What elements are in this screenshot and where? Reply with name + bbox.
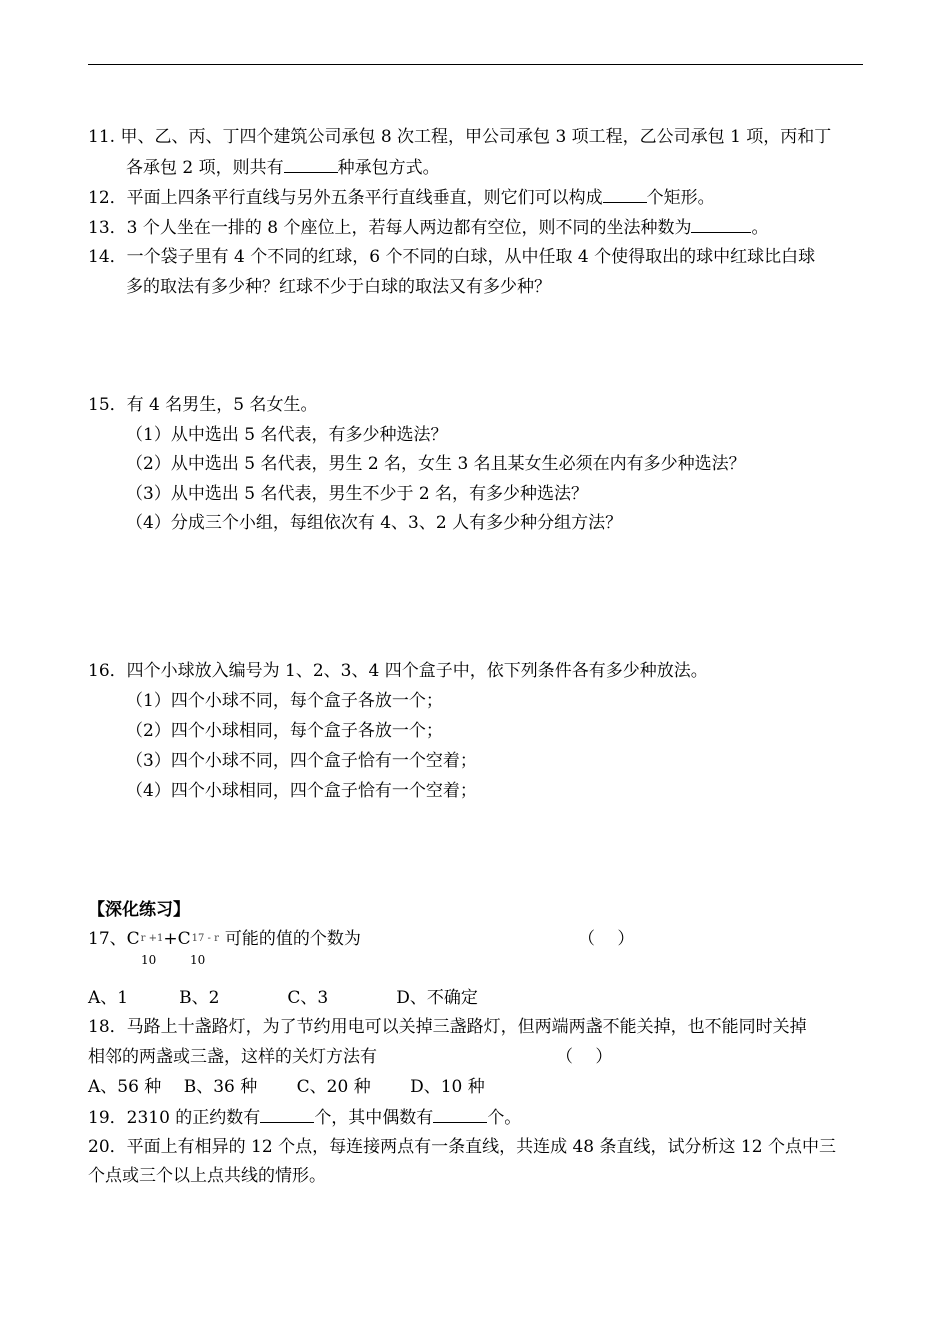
q20-line1: 20．平面上有相异的 12 个点，每连接两点有一条直线，共连成 48 条直线，试分析这 12 个点中三 <box>88 1137 836 1157</box>
q11-line2-pre: 各承包 2 项，则共有 <box>126 158 284 178</box>
q17-bracket: （ ） <box>578 929 635 949</box>
q12-line <box>88 186 715 209</box>
q17-line <box>88 928 361 953</box>
q11-line1: 11. 甲、乙、丙、丁四个建筑公司承包 8 次工程，甲公司承包 3 项工程，乙公司承包 1 项，丙和丁 <box>88 127 832 147</box>
q17-sub2: 10 <box>190 953 206 967</box>
q13-pre: 13．3 个人坐在一排的 8 个座位上，若每人两边都有空位，则不同的坐法种数为 <box>88 218 692 238</box>
q15-part-2: （2）从中选出 5 名代表，男生 2 名，女生 3 名且某女生必须在内有多少种选法？ <box>126 454 746 474</box>
q17-sup2: 17 - r <box>191 933 219 944</box>
q11-answer-blank[interactable] <box>284 156 338 173</box>
q14-line1: 14．一个袋子里有 4 个不同的红球，6 个不同的白球，从中任取 4 个使得取出的球中红球比白球 <box>88 247 816 267</box>
q19-blank-1[interactable] <box>260 1106 314 1123</box>
q18-line1: 18．马路上十盏路灯，为了节约用电可以关掉三盏路灯，但两端两盏不能关掉，也不能同时关掉 <box>88 1017 807 1037</box>
q12-pre: 12．平面上四条平行直线与另外五条平行直线垂直，则它们可以构成 <box>88 188 603 208</box>
q12-answer-blank[interactable] <box>603 186 647 203</box>
q18-line2: 相邻的两盏或三盏，这样的关灯方法有 <box>88 1047 377 1067</box>
q17-options: A、1 B、2 C、3 D、不确定 <box>88 988 478 1008</box>
q20-line2: 个点或三个以上点共线的情形。 <box>88 1166 326 1186</box>
header-rule <box>88 64 863 65</box>
q16-part-4: （4）四个小球相同，四个盒子恰有一个空着； <box>126 781 477 801</box>
q19-line <box>88 1106 521 1129</box>
q13-answer-blank[interactable] <box>691 216 751 233</box>
q19-mid: 个，其中偶数有 <box>314 1108 434 1128</box>
q15-part-4: （4）分成三个小组，每组依次有 4、3、2 人有多少种分组方法？ <box>126 513 623 533</box>
q15-part-1: （1）从中选出 5 名代表，有多少种选法？ <box>126 425 448 445</box>
q18-bracket: （ ） <box>556 1047 613 1067</box>
q15-stem: 15．有 4 名男生，5 名女生。 <box>88 395 318 415</box>
q19-pre: 19．2310 的正约数有 <box>88 1108 261 1128</box>
q17-sup1: r +1 <box>140 933 164 944</box>
q19-post: 个。 <box>487 1108 522 1128</box>
q17-sub1: 10 <box>141 953 157 967</box>
q12-post: 个矩形。 <box>646 188 715 208</box>
q17-suffix: 可能的值的个数为 <box>224 929 361 949</box>
q11-line2 <box>126 156 440 179</box>
q13-post: 。 <box>751 218 769 238</box>
q16-part-1: （1）四个小球不同，每个盒子各放一个； <box>126 691 443 711</box>
q15-part-3: （3）从中选出 5 名代表，男生不少于 2 名，有多少种选法？ <box>126 484 589 504</box>
q18-options: A、56 种 B、36 种 C、20 种 D、10 种 <box>88 1077 485 1097</box>
q14-line2: 多的取法有多少种？红球不少于白球的取法又有多少种？ <box>126 277 551 297</box>
q16-stem: 16．四个小球放入编号为 1、2、3、4 四个盒子中，依下列条件各有多少种放法。 <box>88 661 708 681</box>
q17-plus: +C <box>163 929 191 949</box>
q19-blank-2[interactable] <box>433 1106 487 1123</box>
q16-part-2: （2）四个小球相同，每个盒子各放一个； <box>126 721 443 741</box>
q13-line <box>88 216 768 239</box>
q17-prefix: 17、C <box>88 929 140 949</box>
section-heading: 【深化练习】 <box>88 900 190 920</box>
q11-line2-post: 种承包方式。 <box>337 158 440 178</box>
q16-part-3: （3）四个小球不同，四个盒子恰有一个空着； <box>126 751 477 771</box>
